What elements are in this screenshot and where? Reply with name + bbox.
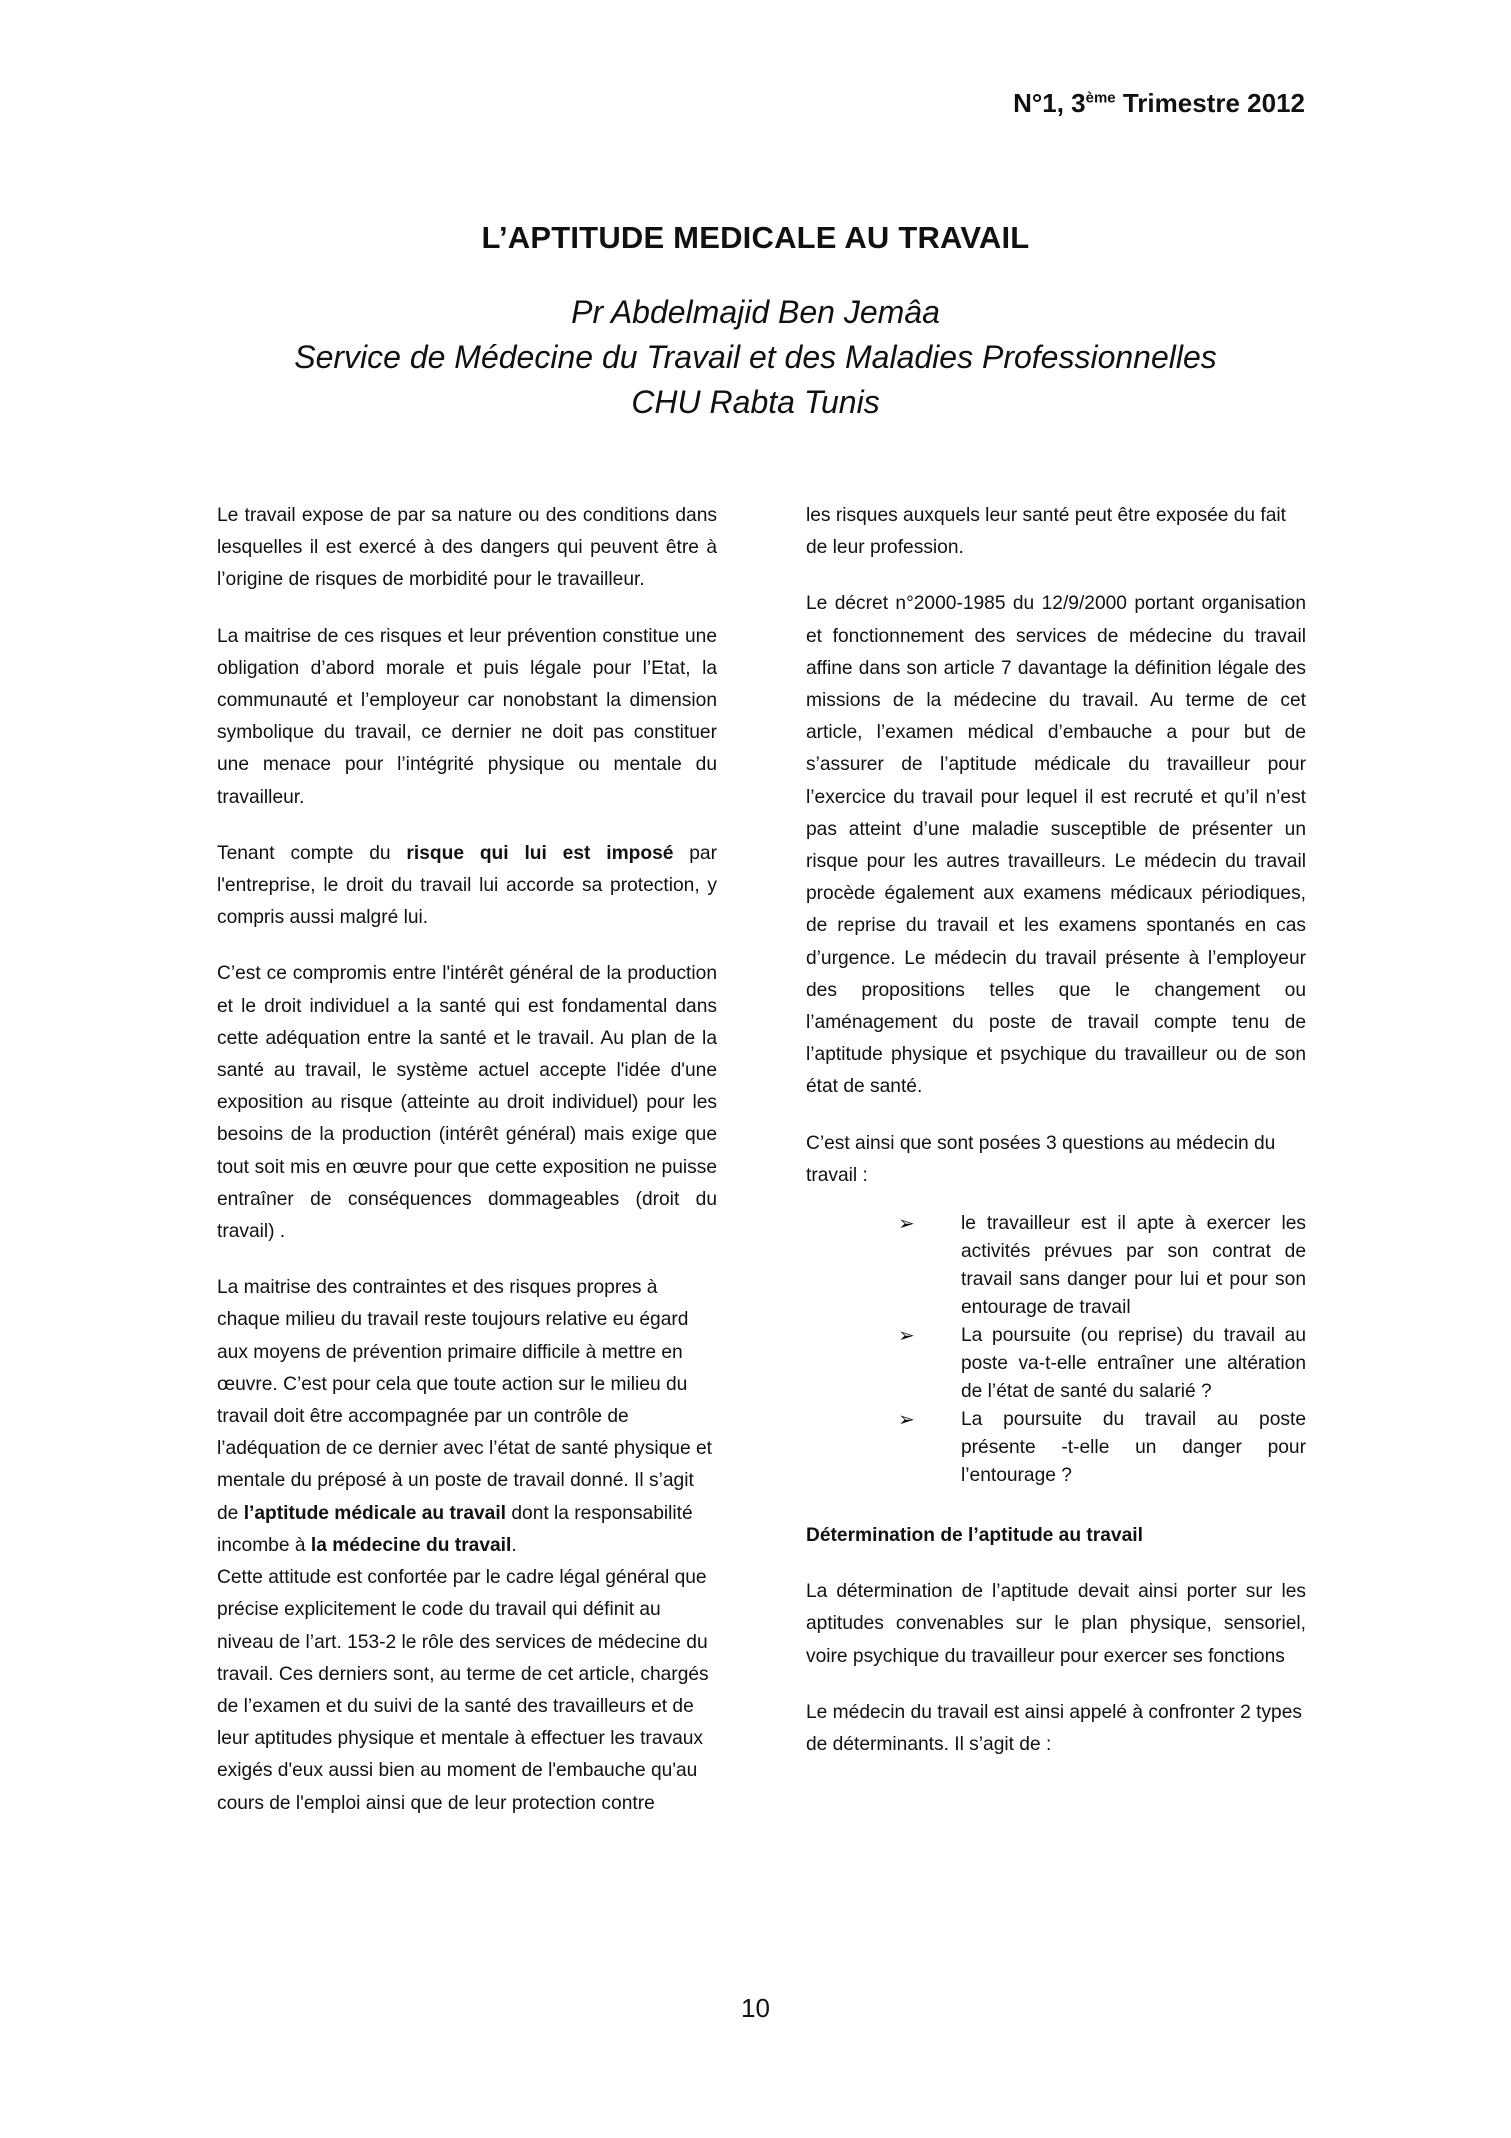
page-number: 10 <box>741 1993 770 2023</box>
paragraph: La détermination de l’aptitude devait ainsi porter sur les aptitudes convenables sur le plan physique, sensoriel, voire psychique du travailleur pour exercer ses fonctions <box>806 1581 1306 1667</box>
section-heading: Détermination de l’aptitude au travail <box>806 1525 1143 1547</box>
text-run: La maitrise des contraintes et des risques propres à chaque milieu du travail reste toujours relative eu égard aux moyens de prévention primaire difficile à mettre en œuvre. C’est pour cela que toute action sur le milieu du travail doit être accompagnée par un contrôle de l’adéquation de ce dernier avec l’état de santé physique et mentale du préposé à un poste de travail donné. Il s’agit de <box>217 1277 712 1524</box>
bold-text: la médecine du travail <box>310 1534 512 1556</box>
right-column <box>806 500 1306 1785</box>
text-run: dont la responsabilité incombe à <box>217 1502 693 1556</box>
list-item-text: La poursuite du travail au poste présente -t-elle un danger pour l’entourage ? <box>961 1409 1306 1487</box>
paragraph <box>217 1272 717 1562</box>
issue-superscript: ème <box>1085 89 1116 107</box>
author-block <box>0 290 1511 425</box>
text-run: par l'entreprise, le droit du travail lui accorde sa protection, y compris aussi malgré lui. <box>217 842 717 929</box>
issue-suffix: Trimestre 2012 <box>1115 88 1305 118</box>
paragraph: Le médecin du travail est ainsi appelé à confronter 2 types de déterminants. Il s’agit de : <box>806 1701 1302 1756</box>
list-item <box>806 1322 1306 1406</box>
bold-text: l’aptitude médicale au travail <box>243 1502 507 1524</box>
paragraph <box>217 838 717 935</box>
paragraph: les risques auxquels leur santé peut être exposée du fait de leur profession. <box>806 505 1286 559</box>
paragraph: Cette attitude est confortée par le cadre légal général que précise explicitement le code du travail qui définit au niveau de l’art. 153-2 le rôle des services de médecine du travail. Ces derniers sont, au terme de cet article, chargés de l’examen et du suivi de la santé des travailleurs et de leur aptitudes physique et mentale à effectuer les travaux exigés d'eux aussi bien au moment de l'embauche qu'au cours de l'emploi ainsi que de leur protection contre <box>217 1567 709 1814</box>
list-item-text: le travailleur est il apte à exercer les activités prévues par son contrat de travail sans danger pour lui et pour son entourage de travail <box>961 1213 1306 1319</box>
author-affiliation: Service de Médecine du Travail et des Maladies Professionnelles <box>294 339 1217 375</box>
arrow-bullet-icon: ➢ <box>898 1213 915 1236</box>
left-column <box>217 500 717 1820</box>
author-name: Pr Abdelmajid Ben Jemâa <box>571 294 940 330</box>
paragraph: C’est ainsi que sont posées 3 questions au médecin du travail : <box>806 1132 1276 1186</box>
paragraph: C’est ce compromis entre l'intérêt général de la production et le droit individuel a la santé qui est fondamental dans cette adéquation entre la santé et le travail. Au plan de la santé au travail, le système actuel accepte l'idée d'une exposition au risque (atteinte au droit individuel) pour les besoins de la production (intérêt général) mais exige que tout soit mis en œuvre pour que cette exposition ne puisse entraîner de conséquences dommageables (droit du travail) . <box>217 963 717 1243</box>
paragraph: Le travail expose de par sa nature ou des conditions dans lesquelles il est exercé à des dangers qui peuvent être à l’origine de risques de morbidité pour le travailleur. <box>217 505 717 591</box>
arrow-bullet-icon: ➢ <box>898 1409 915 1432</box>
paragraph: La maitrise de ces risques et leur prévention constitue une obligation d’abord morale et puis légale pour l’Etat, la communauté et l’employeur car nonobstant la dimension symbolique du travail, ce dernier ne doit pas constituer une menace pour l’intégrité physique ou mentale du travailleur. <box>217 625 717 808</box>
article-title: L’APTITUDE MEDICALE AU TRAVAIL <box>481 220 1030 255</box>
list-item <box>806 1406 1306 1490</box>
bold-text: risque qui lui est imposé <box>406 842 674 864</box>
issue-prefix: N°1, 3 <box>1013 88 1086 118</box>
text-run: Tenant compte du <box>217 842 407 864</box>
arrow-bullet-icon: ➢ <box>898 1325 915 1348</box>
text-run: . <box>511 1534 517 1556</box>
author-institution: CHU Rabta Tunis <box>631 384 880 420</box>
list-item <box>806 1210 1306 1322</box>
issue-header <box>1013 88 1305 119</box>
question-list <box>806 1210 1306 1490</box>
paragraph: Le décret n°2000-1985 du 12/9/2000 portant organisation et fonctionnement des services de médecine du travail affine dans son article 7 davantage la définition légale des missions de la médecine du travail. Au terme de cet article, l’examen médical d’embauche a pour but de s’assurer de l’aptitude médicale du travailleur pour l’exercice du travail pour lequel il est recruté et qu’il n’est pas atteint d’une maladie susceptible de présenter un risque pour les autres travailleurs. Le médecin du travail procède également aux examens médicaux périodiques, de reprise du travail et les examens spontanés en cas d’urgence. Le médecin du travail présente à l’employeur des propositions telles que le changement ou l’aménagement du poste de travail compte tenu de l’aptitude physique et psychique du travailleur ou de son état de santé. <box>806 593 1306 1098</box>
list-item-text: La poursuite (ou reprise) du travail au poste va-t-elle entraîner une altération de l’état de santé du salarié ? <box>961 1325 1306 1403</box>
